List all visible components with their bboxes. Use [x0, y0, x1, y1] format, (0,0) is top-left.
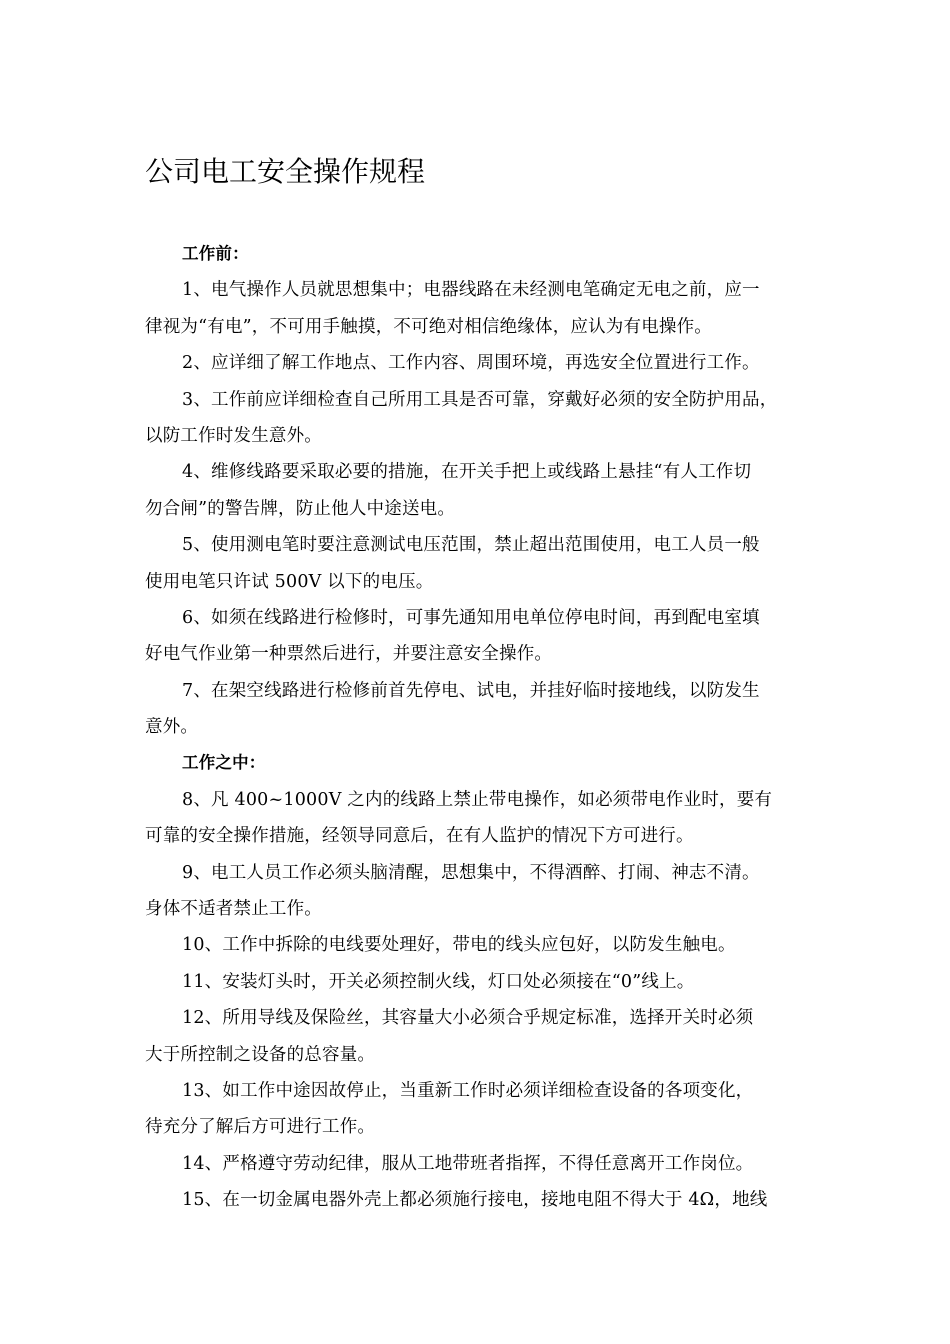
section-heading-before-work: 工作前： [182, 244, 249, 263]
section-heading-during-work: 工作之中： [182, 753, 266, 773]
text-line: 勿合闸”的警告牌，防止他人中途送电。 [145, 498, 456, 519]
text-line: 6、如须在线路进行检修时，可事先通知用电单位停电时间，再到配电室填 [182, 607, 760, 628]
text-line: 8、凡 400~1000V 之内的线路上禁止带电操作，如必须带电作业时，要有 [182, 789, 773, 810]
text-line: 9、电工人员工作必须头脑清醒，思想集中，不得酒醉、打闹、神志不清。 [182, 862, 760, 883]
text-line: 13、如工作中途因故停止，当重新工作时必须详细检查设备的各项变化， [182, 1080, 754, 1101]
text-line: 15、在一切金属电器外壳上都必须施行接电，接地电阻不得大于 4Ω，地线 [182, 1190, 768, 1211]
text-line: 10、工作中拆除的电线要处理好，带电的线头应包好，以防发生触电。 [182, 935, 736, 956]
text-line: 14、严格遵守劳动纪律，服从工地带班者指挥，不得任意离开工作岗位。 [182, 1153, 754, 1174]
document-title: 公司电工安全操作规程 [145, 155, 426, 188]
text-line: 好电气作业第一种票然后进行，并要注意安全操作。 [145, 644, 553, 665]
text-line: 可靠的安全操作措施，经领导同意后，在有人监护的情况下方可进行。 [145, 826, 694, 847]
text-line: 3、工作前应详细检查自己所用工具是否可靠，穿戴好必须的安全防护用品， [182, 389, 778, 410]
text-line: 7、在架空线路进行检修前首先停电、试电，并挂好临时接地线，以防发生 [182, 680, 760, 701]
text-line: 以防工作时发生意外。 [145, 425, 322, 446]
text-line: 11、安装灯头时，开关必须控制火线，灯口处必须接在“0”线上。 [182, 971, 695, 992]
text-line: 5、使用测电笔时要注意测试电压范围，禁止超出范围使用，电工人员一般 [182, 535, 760, 556]
document-body [145, 236, 810, 1219]
text-line: 待充分了解后方可进行工作。 [145, 1117, 376, 1138]
text-line: 12、所用导线及保险丝，其容量大小必须合乎规定标准，选择开关时必须 [182, 1008, 754, 1029]
text-line: 大于所控制之设备的总容量。 [145, 1044, 376, 1065]
text-line: 4、维修线路要采取必要的措施，在开关手把上或线路上悬挂“有人工作切 [182, 462, 752, 483]
text-line: 1、电气操作人员就思想集中；电器线路在未经测电笔确定无电之前，应一 [182, 280, 760, 301]
text-line: 意外。 [145, 717, 199, 738]
text-line: 身体不适者禁止工作。 [145, 899, 322, 920]
text-line: 律视为“有电”，不可用手触摸，不可绝对相信绝缘体，应认为有电操作。 [145, 316, 712, 337]
text-line: 2、应详细了解工作地点、工作内容、周围环境，再选安全位置进行工作。 [182, 353, 760, 374]
text-line: 使用电笔只许试 500V 以下的电压。 [145, 571, 434, 592]
